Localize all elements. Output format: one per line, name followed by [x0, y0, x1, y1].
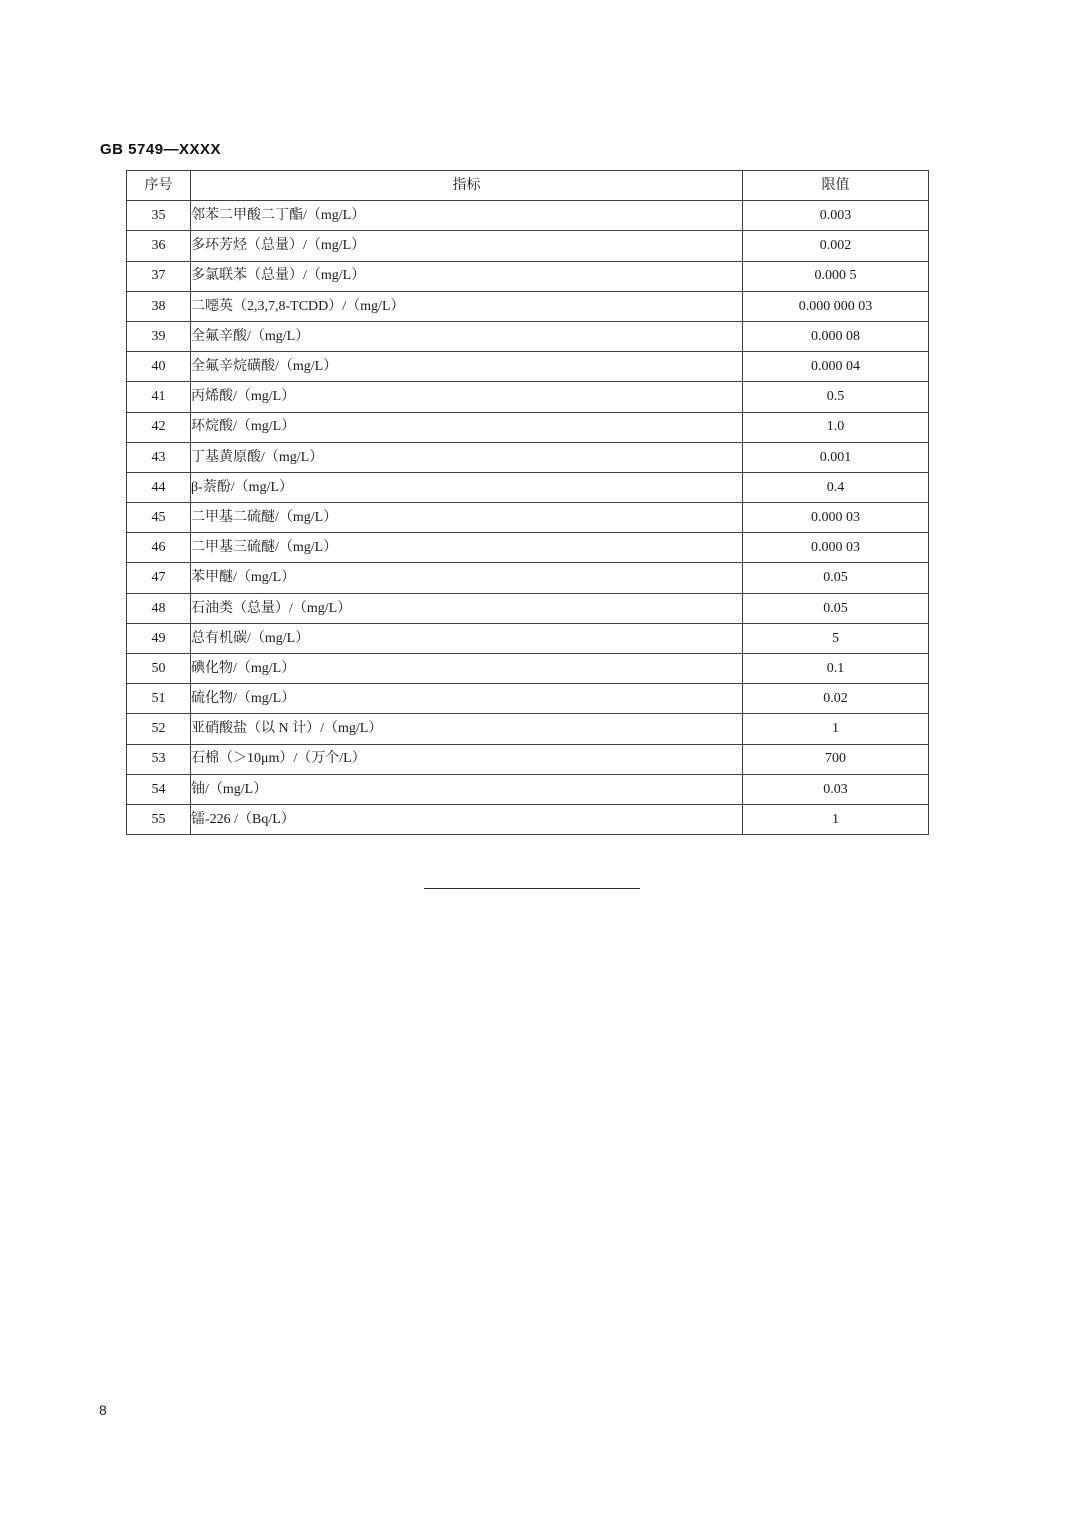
- table-row: [127, 291, 929, 321]
- cell-sequence-number: 49: [127, 623, 191, 653]
- cell-limit-value: 0.000 04: [743, 352, 929, 382]
- cell-indicator-name: 二噁英（2,3,7,8-TCDD）/（mg/L）: [191, 291, 743, 321]
- cell-limit-value: 0.03: [743, 774, 929, 804]
- cell-indicator-name: 苯甲醚/（mg/L）: [191, 563, 743, 593]
- cell-indicator-name: β-萘酚/（mg/L）: [191, 472, 743, 502]
- cell-indicator-name: 镭-226 /（Bq/L）: [191, 804, 743, 834]
- cell-indicator-name: 石油类（总量）/（mg/L）: [191, 593, 743, 623]
- cell-indicator-name: 丙烯酸/（mg/L）: [191, 382, 743, 412]
- table-row: [127, 774, 929, 804]
- cell-sequence-number: 36: [127, 231, 191, 261]
- cell-sequence-number: 41: [127, 382, 191, 412]
- cell-limit-value: 1.0: [743, 412, 929, 442]
- cell-sequence-number: 40: [127, 352, 191, 382]
- cell-limit-value: 0.5: [743, 382, 929, 412]
- cell-limit-value: 0.05: [743, 563, 929, 593]
- cell-limit-value: 0.05: [743, 593, 929, 623]
- table-row: [127, 804, 929, 834]
- cell-sequence-number: 37: [127, 261, 191, 291]
- table-row: [127, 382, 929, 412]
- table-row: [127, 201, 929, 231]
- cell-limit-value: 0.000 000 03: [743, 291, 929, 321]
- cell-indicator-name: 多环芳烃（总量）/（mg/L）: [191, 231, 743, 261]
- cell-indicator-name: 铀/（mg/L）: [191, 774, 743, 804]
- column-header-item: 指标: [191, 171, 743, 201]
- table-row: [127, 412, 929, 442]
- cell-indicator-name: 碘化物/（mg/L）: [191, 654, 743, 684]
- cell-limit-value: 0.003: [743, 201, 929, 231]
- cell-sequence-number: 47: [127, 563, 191, 593]
- cell-limit-value: 0.4: [743, 472, 929, 502]
- cell-sequence-number: 48: [127, 593, 191, 623]
- cell-limit-value: 5: [743, 623, 929, 653]
- cell-sequence-number: 44: [127, 472, 191, 502]
- cell-indicator-name: 多氯联苯（总量）/（mg/L）: [191, 261, 743, 291]
- cell-indicator-name: 二甲基三硫醚/（mg/L）: [191, 533, 743, 563]
- table-row: [127, 442, 929, 472]
- table-row: [127, 352, 929, 382]
- cell-sequence-number: 38: [127, 291, 191, 321]
- column-header-no: 序号: [127, 171, 191, 201]
- table-row: [127, 684, 929, 714]
- indicator-table: [126, 170, 929, 835]
- cell-indicator-name: 环烷酸/（mg/L）: [191, 412, 743, 442]
- table-row: [127, 533, 929, 563]
- cell-indicator-name: 二甲基二硫醚/（mg/L）: [191, 503, 743, 533]
- footer-divider: [424, 888, 640, 889]
- cell-indicator-name: 石棉（＞10μm）/（万个/L）: [191, 744, 743, 774]
- cell-limit-value: 1: [743, 714, 929, 744]
- cell-limit-value: 0.000 5: [743, 261, 929, 291]
- table-row: [127, 563, 929, 593]
- cell-sequence-number: 35: [127, 201, 191, 231]
- table-row: [127, 593, 929, 623]
- cell-sequence-number: 51: [127, 684, 191, 714]
- cell-limit-value: 0.001: [743, 442, 929, 472]
- table-row: [127, 714, 929, 744]
- table-row: [127, 472, 929, 502]
- table-row: [127, 744, 929, 774]
- cell-indicator-name: 亚硝酸盐（以 N 计）/（mg/L）: [191, 714, 743, 744]
- cell-limit-value: 0.000 03: [743, 533, 929, 563]
- cell-sequence-number: 45: [127, 503, 191, 533]
- cell-sequence-number: 53: [127, 744, 191, 774]
- cell-limit-value: 0.000 03: [743, 503, 929, 533]
- cell-sequence-number: 55: [127, 804, 191, 834]
- cell-sequence-number: 54: [127, 774, 191, 804]
- cell-indicator-name: 丁基黄原酸/（mg/L）: [191, 442, 743, 472]
- table-row: [127, 654, 929, 684]
- cell-indicator-name: 全氟辛烷磺酸/（mg/L）: [191, 352, 743, 382]
- cell-indicator-name: 总有机碳/（mg/L）: [191, 623, 743, 653]
- cell-limit-value: 0.02: [743, 684, 929, 714]
- column-header-limit: 限值: [743, 171, 929, 201]
- table-body: [127, 201, 929, 835]
- table-row: [127, 623, 929, 653]
- cell-limit-value: 1: [743, 804, 929, 834]
- page-number: 8: [99, 1402, 107, 1418]
- cell-indicator-name: 硫化物/（mg/L）: [191, 684, 743, 714]
- cell-sequence-number: 39: [127, 321, 191, 351]
- cell-sequence-number: 50: [127, 654, 191, 684]
- cell-sequence-number: 52: [127, 714, 191, 744]
- cell-limit-value: 0.000 08: [743, 321, 929, 351]
- standard-code-header: GB 5749—XXXX: [100, 141, 222, 158]
- indicator-table-container: [126, 170, 928, 835]
- table-row: [127, 261, 929, 291]
- cell-indicator-name: 全氟辛酸/（mg/L）: [191, 321, 743, 351]
- cell-limit-value: 0.002: [743, 231, 929, 261]
- cell-sequence-number: 42: [127, 412, 191, 442]
- cell-sequence-number: 46: [127, 533, 191, 563]
- cell-limit-value: 0.1: [743, 654, 929, 684]
- table-header-row: [127, 171, 929, 201]
- table-row: [127, 503, 929, 533]
- table-row: [127, 321, 929, 351]
- cell-limit-value: 700: [743, 744, 929, 774]
- cell-sequence-number: 43: [127, 442, 191, 472]
- table-row: [127, 231, 929, 261]
- cell-indicator-name: 邻苯二甲酸二丁酯/（mg/L）: [191, 201, 743, 231]
